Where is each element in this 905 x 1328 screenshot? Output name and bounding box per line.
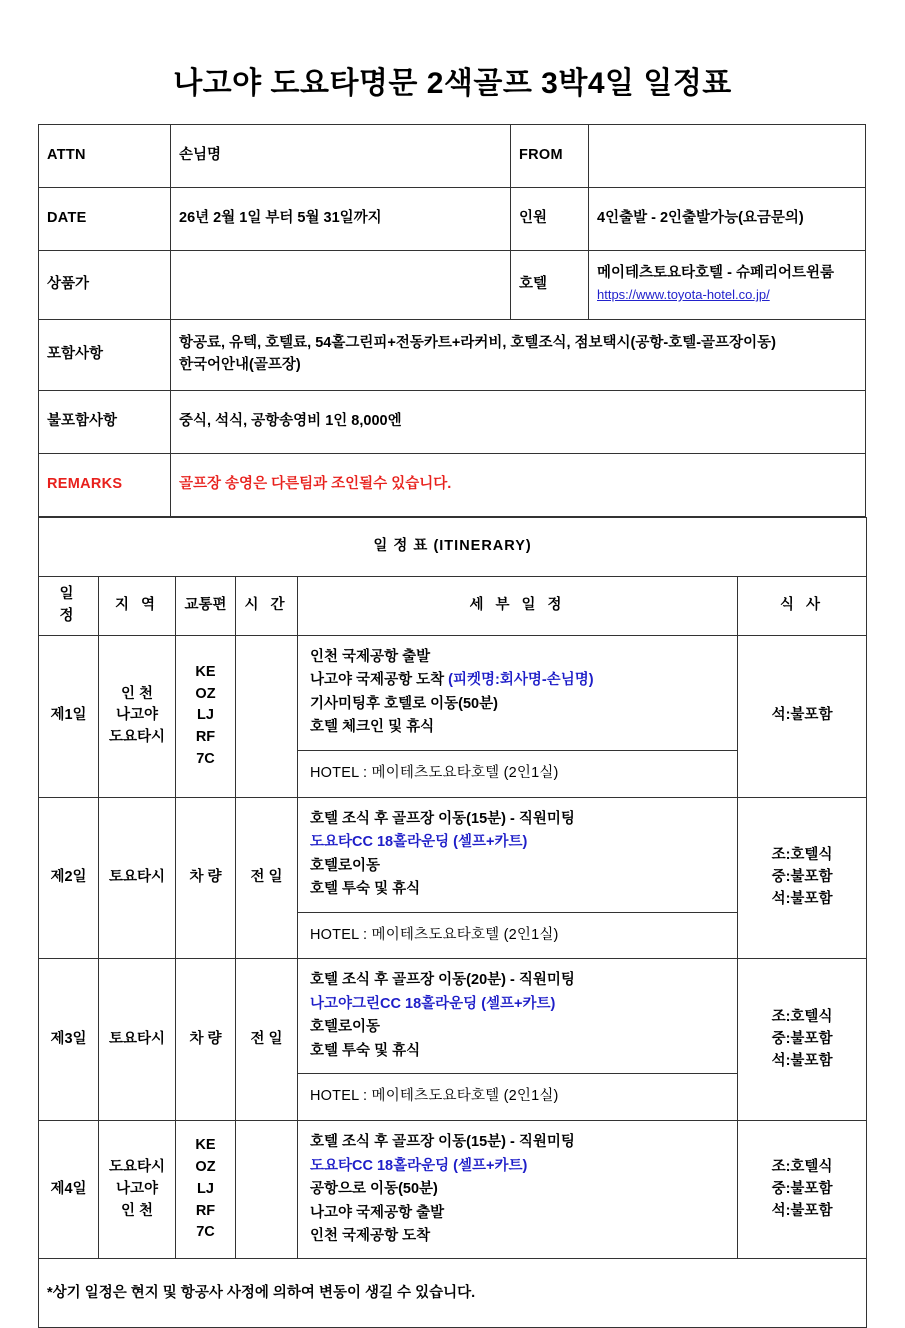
remarks-value: 골프장 송영은 다른팀과 조인될수 있습니다. [171,454,866,517]
itinerary-detail-2 [298,797,738,959]
itinerary-column-header-row [39,577,867,636]
itinerary-area-1: 인 천 나고야 도요타시 [99,636,176,798]
table-row [39,959,867,1121]
itinerary-rows-container [39,636,867,1259]
pax-label: 인원 [511,188,589,251]
itinerary-table [38,517,867,1328]
table-row-date [39,188,866,251]
itinerary-transport-1: KE OZ LJ RF 7C [176,636,236,798]
excluded-label: 불포함사항 [39,391,171,454]
from-label: FROM [511,125,589,188]
itinerary-section-title-row [39,518,867,577]
itinerary-area-2: 토요타시 [99,797,176,959]
itinerary-detail-4 [298,1121,738,1259]
itinerary-detail-lines: 호텔 조식 후 골프장 이동(20분) - 직원미팅 나고야그린CC 18홀라운딩 (셀프+카트) 호텔로이동 호텔 투숙 및 휴식 [310,972,575,1059]
price-value [171,251,511,320]
column-header-transport: 교통편 [176,577,236,636]
remarks-label: REMARKS [39,454,171,517]
included-label: 포함사항 [39,320,171,391]
footnote-row [39,1259,867,1328]
itinerary-time-4 [236,1121,298,1259]
hotel-name-text: 메이테츠토요타호텔 - 슈페리어트윈룸 [597,265,834,282]
itinerary-detail-lines: 인천 국제공항 출발 나고야 국제공항 도착 (피켓명:회사명-손님명) 기사미팅후 호텔로 이동(50분) 호텔 체크인 및 휴식 [310,649,594,736]
itinerary-highlight-text: (피켓명:회사명-손님명) [448,672,594,689]
column-header-meal: 식 사 [738,577,867,636]
itinerary-meals-1: 석:불포함 [738,636,867,798]
table-row-price [39,251,866,320]
hotel-website-link[interactable]: https://www.toyota-hotel.co.jp/ [597,287,770,302]
table-row-remarks [39,454,866,517]
itinerary-detail-3 [298,959,738,1121]
itinerary-meals-4: 조:호텔식 중:불포함 석:불포함 [738,1121,867,1259]
itinerary-time-1 [236,636,298,798]
date-value: 26년 2월 1일 부터 5월 31일까지 [171,188,511,251]
hotel-value [589,251,866,320]
itinerary-day-4: 제4일 [39,1121,99,1259]
excluded-value: 중식, 석식, 공항송영비 1인 8,000엔 [171,391,866,454]
table-row-excluded [39,391,866,454]
itinerary-time-2: 전 일 [236,797,298,959]
column-header-day: 일 정 [39,577,99,636]
included-line-1: 항공료, 유텍, 호텔료, 54홀그린피+전동카트+라커비, 호텔조식, 점보택시(공항-호텔-골프장이동) [179,335,776,352]
date-label: DATE [39,188,171,251]
pax-value: 4인출발 - 2인출발가능(요금문의) [589,188,866,251]
itinerary-detail-lines: 호텔 조식 후 골프장 이동(15분) - 직원미팅 도요타CC 18홀라운딩 (셀프+카트) 공항으로 이동(50분) 나고야 국제공항 출발 인천 국제공항 도착 [310,1134,575,1244]
itinerary-transport-3: 차 량 [176,959,236,1121]
column-header-time: 시 간 [236,577,298,636]
from-value [589,125,866,188]
header-info-table [38,124,866,517]
table-row-included [39,320,866,391]
itinerary-detail-1 [298,636,738,798]
attn-value: 손님명 [171,125,511,188]
itinerary-highlight-text: 도요타CC 18홀라운딩 (셀프+카트) [310,834,528,851]
itinerary-highlight-text: 도요타CC 18홀라운딩 (셀프+카트) [310,1157,528,1174]
itinerary-transport-4: KE OZ LJ RF 7C [176,1121,236,1259]
itinerary-transport-2: 차 량 [176,797,236,959]
itinerary-day-3: 제3일 [39,959,99,1121]
itinerary-area-3: 토요타시 [99,959,176,1121]
itinerary-detail-lines: 호텔 조식 후 골프장 이동(15분) - 직원미팅 도요타CC 18홀라운딩 (셀프+카트) 호텔로이동 호텔 투숙 및 휴식 [310,810,575,898]
included-line-2: 한국어안내(골프장) [179,357,301,373]
itinerary-day-2: 제2일 [39,797,99,959]
table-row [39,636,867,798]
itinerary-meals-2: 조:호텔식 중:불포함 석:불포함 [738,797,867,959]
itinerary-day-1: 제1일 [39,636,99,798]
included-value [171,320,866,391]
column-header-area: 지 역 [99,577,176,636]
itinerary-hotel-note: HOTEL : 메이테츠도요타호텔 (2인1실) [298,1073,737,1120]
itinerary-meals-3: 조:호텔식 중:불포함 석:불포함 [738,959,867,1121]
itinerary-hotel-note: HOTEL : 메이테츠도요타호텔 (2인1실) [298,750,737,797]
table-row-attn [39,125,866,188]
attn-label: ATTN [39,125,171,188]
table-row [39,1121,867,1259]
hotel-label: 호텔 [511,251,589,320]
table-row [39,797,867,959]
footnote-text: *상기 일정은 현지 및 항공사 사정에 의하여 변동이 생길 수 있습니다. [39,1259,867,1328]
itinerary-area-4: 도요타시 나고야 인 천 [99,1121,176,1259]
itinerary-highlight-text: 나고야그린CC 18홀라운딩 (셀프+카트) [310,995,556,1012]
column-header-detail: 세 부 일 정 [298,577,738,636]
itinerary-section-title: 일 정 표 (ITINERARY) [39,518,867,577]
itinerary-time-3: 전 일 [236,959,298,1121]
itinerary-hotel-note: HOTEL : 메이테츠도요타호텔 (2인1실) [298,912,737,959]
price-label: 상품가 [39,251,171,320]
page-title: 나고야 도요타명문 2색골프 3박4일 일정표 [173,67,732,100]
